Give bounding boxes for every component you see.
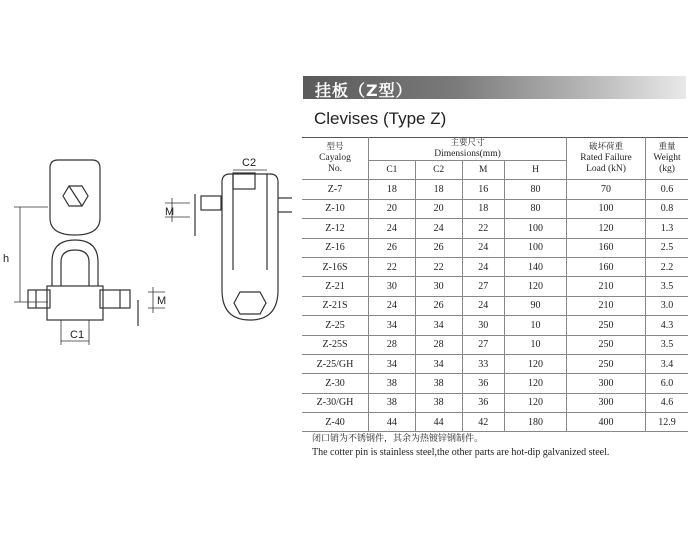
table-cell: 210 xyxy=(567,277,646,296)
table-row xyxy=(302,393,688,412)
table-row xyxy=(302,413,688,432)
table-cell: 20 xyxy=(415,199,462,218)
table-cell: 70 xyxy=(567,180,646,199)
table-cell: 160 xyxy=(567,257,646,276)
spec-table xyxy=(302,137,688,432)
table-cell: 18 xyxy=(462,199,505,218)
table-row xyxy=(302,277,688,296)
clevis-drawing xyxy=(0,150,300,350)
table-cell: 36 xyxy=(462,393,505,412)
table-row xyxy=(302,296,688,315)
spec-table-body xyxy=(302,180,688,432)
table-cell: 24 xyxy=(369,296,416,315)
table-cell: 24 xyxy=(415,219,462,238)
table-cell: 300 xyxy=(567,374,646,393)
header-weight: 重量 Weight (kg) xyxy=(646,138,689,180)
table-cell: Z-30/GH xyxy=(302,393,369,412)
table-cell: 3.4 xyxy=(646,354,689,373)
table-cell: 3.0 xyxy=(646,296,689,315)
table-cell: 24 xyxy=(369,219,416,238)
page-title: Clevises (Type Z) xyxy=(314,109,447,128)
table-cell: 27 xyxy=(462,277,505,296)
table-cell: 3.5 xyxy=(646,277,689,296)
table-cell: 44 xyxy=(415,413,462,432)
section-banner xyxy=(303,76,686,99)
label-m-right: M xyxy=(157,295,167,307)
table-cell: 34 xyxy=(415,354,462,373)
table-cell: 26 xyxy=(369,238,416,257)
table-cell: 300 xyxy=(567,393,646,412)
table-cell: 3.5 xyxy=(646,335,689,354)
table-cell: 4.6 xyxy=(646,393,689,412)
table-cell: 24 xyxy=(462,257,505,276)
table-cell: 24 xyxy=(462,238,505,257)
table-cell: 0.6 xyxy=(646,180,689,199)
footnote-zh: 闭口销为不锈钢件，其余为热镀锌钢制件。 xyxy=(312,434,484,444)
table-cell: 250 xyxy=(567,335,646,354)
table-cell: 120 xyxy=(505,354,567,373)
table-cell: 12.9 xyxy=(646,413,689,432)
table-cell: 120 xyxy=(505,277,567,296)
table-cell: 10 xyxy=(505,316,567,335)
header-dimensions: 主要尺寸 Dimensions(mm) xyxy=(369,138,567,161)
table-cell: 30 xyxy=(369,277,416,296)
table-row xyxy=(302,257,688,276)
table-cell: Z-12 xyxy=(302,219,369,238)
table-cell: Z-30 xyxy=(302,374,369,393)
subheader-m: M xyxy=(462,161,505,180)
table-cell: 4.3 xyxy=(646,316,689,335)
table-cell: 250 xyxy=(567,316,646,335)
table-cell: 250 xyxy=(567,354,646,373)
table-cell: 38 xyxy=(415,374,462,393)
table-row xyxy=(302,316,688,335)
table-cell: 120 xyxy=(505,374,567,393)
table-cell: 20 xyxy=(369,199,416,218)
table-cell: 90 xyxy=(505,296,567,315)
table-cell: 34 xyxy=(415,316,462,335)
table-cell: 18 xyxy=(369,180,416,199)
table-cell: 34 xyxy=(369,316,416,335)
table-cell: Z-16 xyxy=(302,238,369,257)
table-cell: 10 xyxy=(505,335,567,354)
table-cell: 36 xyxy=(462,374,505,393)
table-cell: 33 xyxy=(462,354,505,373)
table-cell: 22 xyxy=(369,257,416,276)
table-cell: 120 xyxy=(505,393,567,412)
table-row xyxy=(302,199,688,218)
table-cell: 28 xyxy=(369,335,416,354)
label-m-left: M xyxy=(165,206,175,218)
header-load: 破坏荷重 Rated Failure Load (kN) xyxy=(567,138,646,180)
table-cell: 120 xyxy=(567,219,646,238)
subheader-c2: C2 xyxy=(415,161,462,180)
table-cell: Z-10 xyxy=(302,199,369,218)
table-cell: 80 xyxy=(505,199,567,218)
banner-title: 挂板（Z型） xyxy=(315,81,413,100)
table-cell: 210 xyxy=(567,296,646,315)
table-cell: Z-25/GH xyxy=(302,354,369,373)
table-cell: 26 xyxy=(415,238,462,257)
table-cell: 2.2 xyxy=(646,257,689,276)
table-cell: 30 xyxy=(415,277,462,296)
footnote xyxy=(312,433,609,459)
table-cell: Z-7 xyxy=(302,180,369,199)
table-cell: Z-16S xyxy=(302,257,369,276)
table-cell: 16 xyxy=(462,180,505,199)
table-row xyxy=(302,180,688,199)
subheader-c1: C1 xyxy=(369,161,416,180)
table-cell: 0.8 xyxy=(646,199,689,218)
label-c1: C1 xyxy=(70,329,85,341)
table-cell: 100 xyxy=(505,238,567,257)
table-cell: 22 xyxy=(462,219,505,238)
table-cell: 26 xyxy=(415,296,462,315)
table-cell: 38 xyxy=(369,393,416,412)
table-cell: Z-21 xyxy=(302,277,369,296)
footnote-en: The cotter pin is stainless steel,the other parts are hot-dip galvanized steel. xyxy=(312,447,610,458)
table-cell: 180 xyxy=(505,413,567,432)
table-cell: 22 xyxy=(415,257,462,276)
table-row xyxy=(302,374,688,393)
table-cell: 100 xyxy=(505,219,567,238)
table-cell: 27 xyxy=(462,335,505,354)
table-cell: 30 xyxy=(462,316,505,335)
table-row xyxy=(302,219,688,238)
label-c2: C2 xyxy=(242,157,257,169)
table-row xyxy=(302,354,688,373)
table-cell: Z-21S xyxy=(302,296,369,315)
table-cell: 160 xyxy=(567,238,646,257)
table-cell: 28 xyxy=(415,335,462,354)
table-cell: Z-25 xyxy=(302,316,369,335)
table-cell: 80 xyxy=(505,180,567,199)
table-cell: 24 xyxy=(462,296,505,315)
table-cell: 42 xyxy=(462,413,505,432)
table-cell: 1.3 xyxy=(646,219,689,238)
table-cell: 34 xyxy=(369,354,416,373)
table-row xyxy=(302,335,688,354)
table-cell: 38 xyxy=(369,374,416,393)
table-row xyxy=(302,238,688,257)
subheader-h: H xyxy=(505,161,567,180)
table-cell: Z-25S xyxy=(302,335,369,354)
table-cell: 18 xyxy=(415,180,462,199)
table-cell: 6.0 xyxy=(646,374,689,393)
table-cell: 2.5 xyxy=(646,238,689,257)
table-cell: 44 xyxy=(369,413,416,432)
header-model: 型号 Cayalog No. xyxy=(302,138,369,180)
table-cell: 38 xyxy=(415,393,462,412)
table-cell: 140 xyxy=(505,257,567,276)
label-h: h xyxy=(3,253,10,265)
table-cell: 400 xyxy=(567,413,646,432)
table-cell: Z-40 xyxy=(302,413,369,432)
table-cell: 100 xyxy=(567,199,646,218)
